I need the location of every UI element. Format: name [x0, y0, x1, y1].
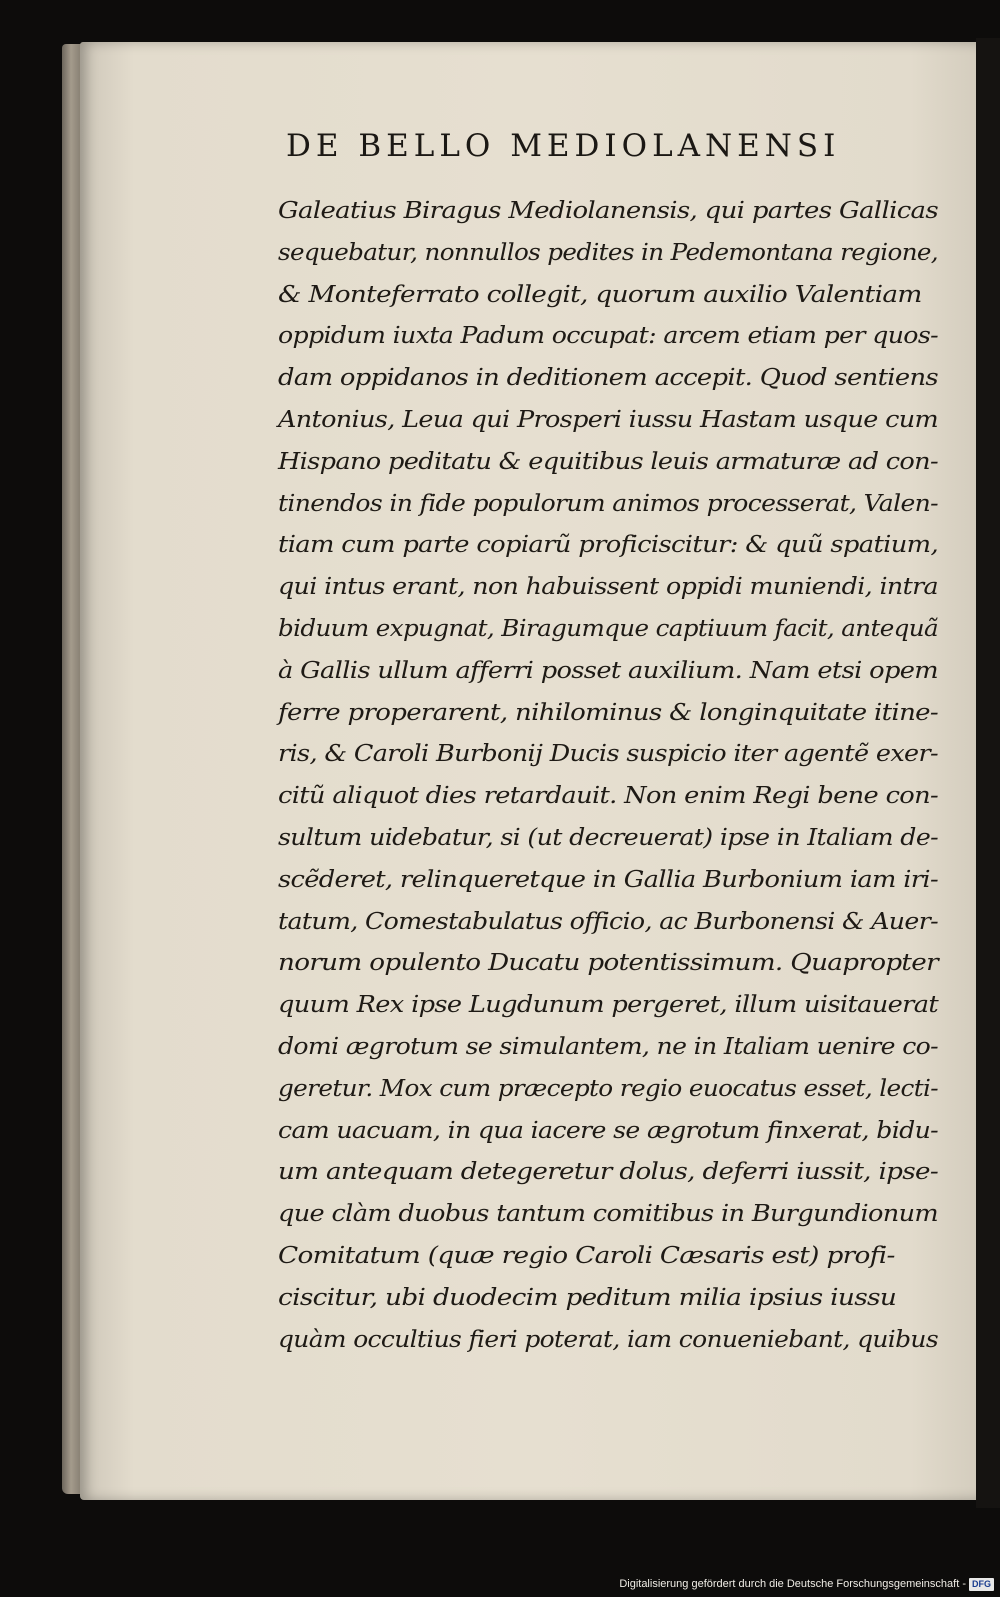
text-line: & Monteferrato collegit, quorum auxilio Valentiam — [278, 279, 922, 308]
text-line: ris, & Caroli Burbonij Ducis suspicio iter agentẽ exer- — [278, 739, 938, 768]
text-line: Galeatius Biragus Mediolanensis, qui partes Gallicas — [278, 196, 938, 224]
gutter-shadow — [976, 38, 1000, 1508]
text-line: sequebatur, nonnullos pedites in Pedemontana regione, — [278, 237, 938, 266]
text-line: quum Rex ipse Lugdunum pergeret, illum uisitauerat — [278, 990, 938, 1019]
funding-credit: Digitalisierung gefördert durch die Deutsche Forschungsgemeinschaft - — [619, 1578, 966, 1590]
text-line: Comitatum (quæ regio Caroli Cæsaris est) profi- — [278, 1240, 895, 1269]
body-text — [278, 190, 950, 1360]
text-line: ciscitur, ubi duodecim peditum milia ipsius iussu — [278, 1282, 897, 1311]
text-line: tatum, Comestabulatus officio, ac Burbonensi & Auer- — [278, 906, 938, 935]
text-line: qui intus erant, non habuissent oppidi muniendi, intra — [278, 572, 939, 601]
text-line: à Gallis ullum afferri posset auxilium. Nam etsi opem — [278, 655, 938, 684]
text-line: tinendos in fide populorum animos processerat, Valen- — [278, 488, 938, 517]
running-head: DE BELLO MEDIOLANENSI — [286, 128, 841, 164]
text-line: cam uacuam, in qua iacere se ægrotum finxerat, bidu- — [278, 1115, 938, 1144]
text-line: Hispano peditatu & equitibus leuis armaturæ ad con- — [278, 446, 938, 475]
text-line: sultum uidebatur, si (ut decreuerat) ipse in Italiam de- — [278, 822, 938, 851]
text-line: domi ægrotum se simulantem, ne in Italiam uenire co- — [278, 1031, 938, 1060]
text-line: biduum expugnat, Biragumque captiuum facit, antequã — [278, 613, 938, 642]
text-line: quàm occultius fieri poterat, iam conueniebant, quibus — [278, 1324, 938, 1353]
text-line: Antonius, Leua qui Prosperi iussu Hastam usque cum — [278, 404, 938, 433]
text-line: citũ aliquot dies retardauit. Non enim Regi bene con- — [278, 781, 938, 810]
text-line: geretur. Mox cum præcepto regio euocatus esset, lecti- — [278, 1073, 938, 1102]
text-line: que clàm duobus tantum comitibus in Burgundionum — [278, 1199, 938, 1228]
text-line: scẽderet, relinqueretque in Gallia Burbonium iam iri- — [278, 864, 938, 893]
text-line: oppidum iuxta Padum occupat: arcem etiam per quos- — [278, 321, 938, 350]
text-line: tiam cum parte copiarũ proficiscitur: & quũ spatium, — [278, 530, 938, 559]
dfg-logo[interactable]: DFG — [969, 1578, 994, 1591]
text-line: um antequam detegeretur dolus, deferri iussit, ipse- — [278, 1157, 939, 1186]
digitization-footer — [619, 1573, 994, 1595]
text-line: dam oppidanos in deditionem accepit. Quod sentiens — [278, 363, 938, 392]
text-line: ferre properarent, nihilominus & longinquitate itine- — [278, 697, 939, 726]
text-line: norum opulento Ducatu potentissimum. Quapropter — [278, 948, 938, 977]
